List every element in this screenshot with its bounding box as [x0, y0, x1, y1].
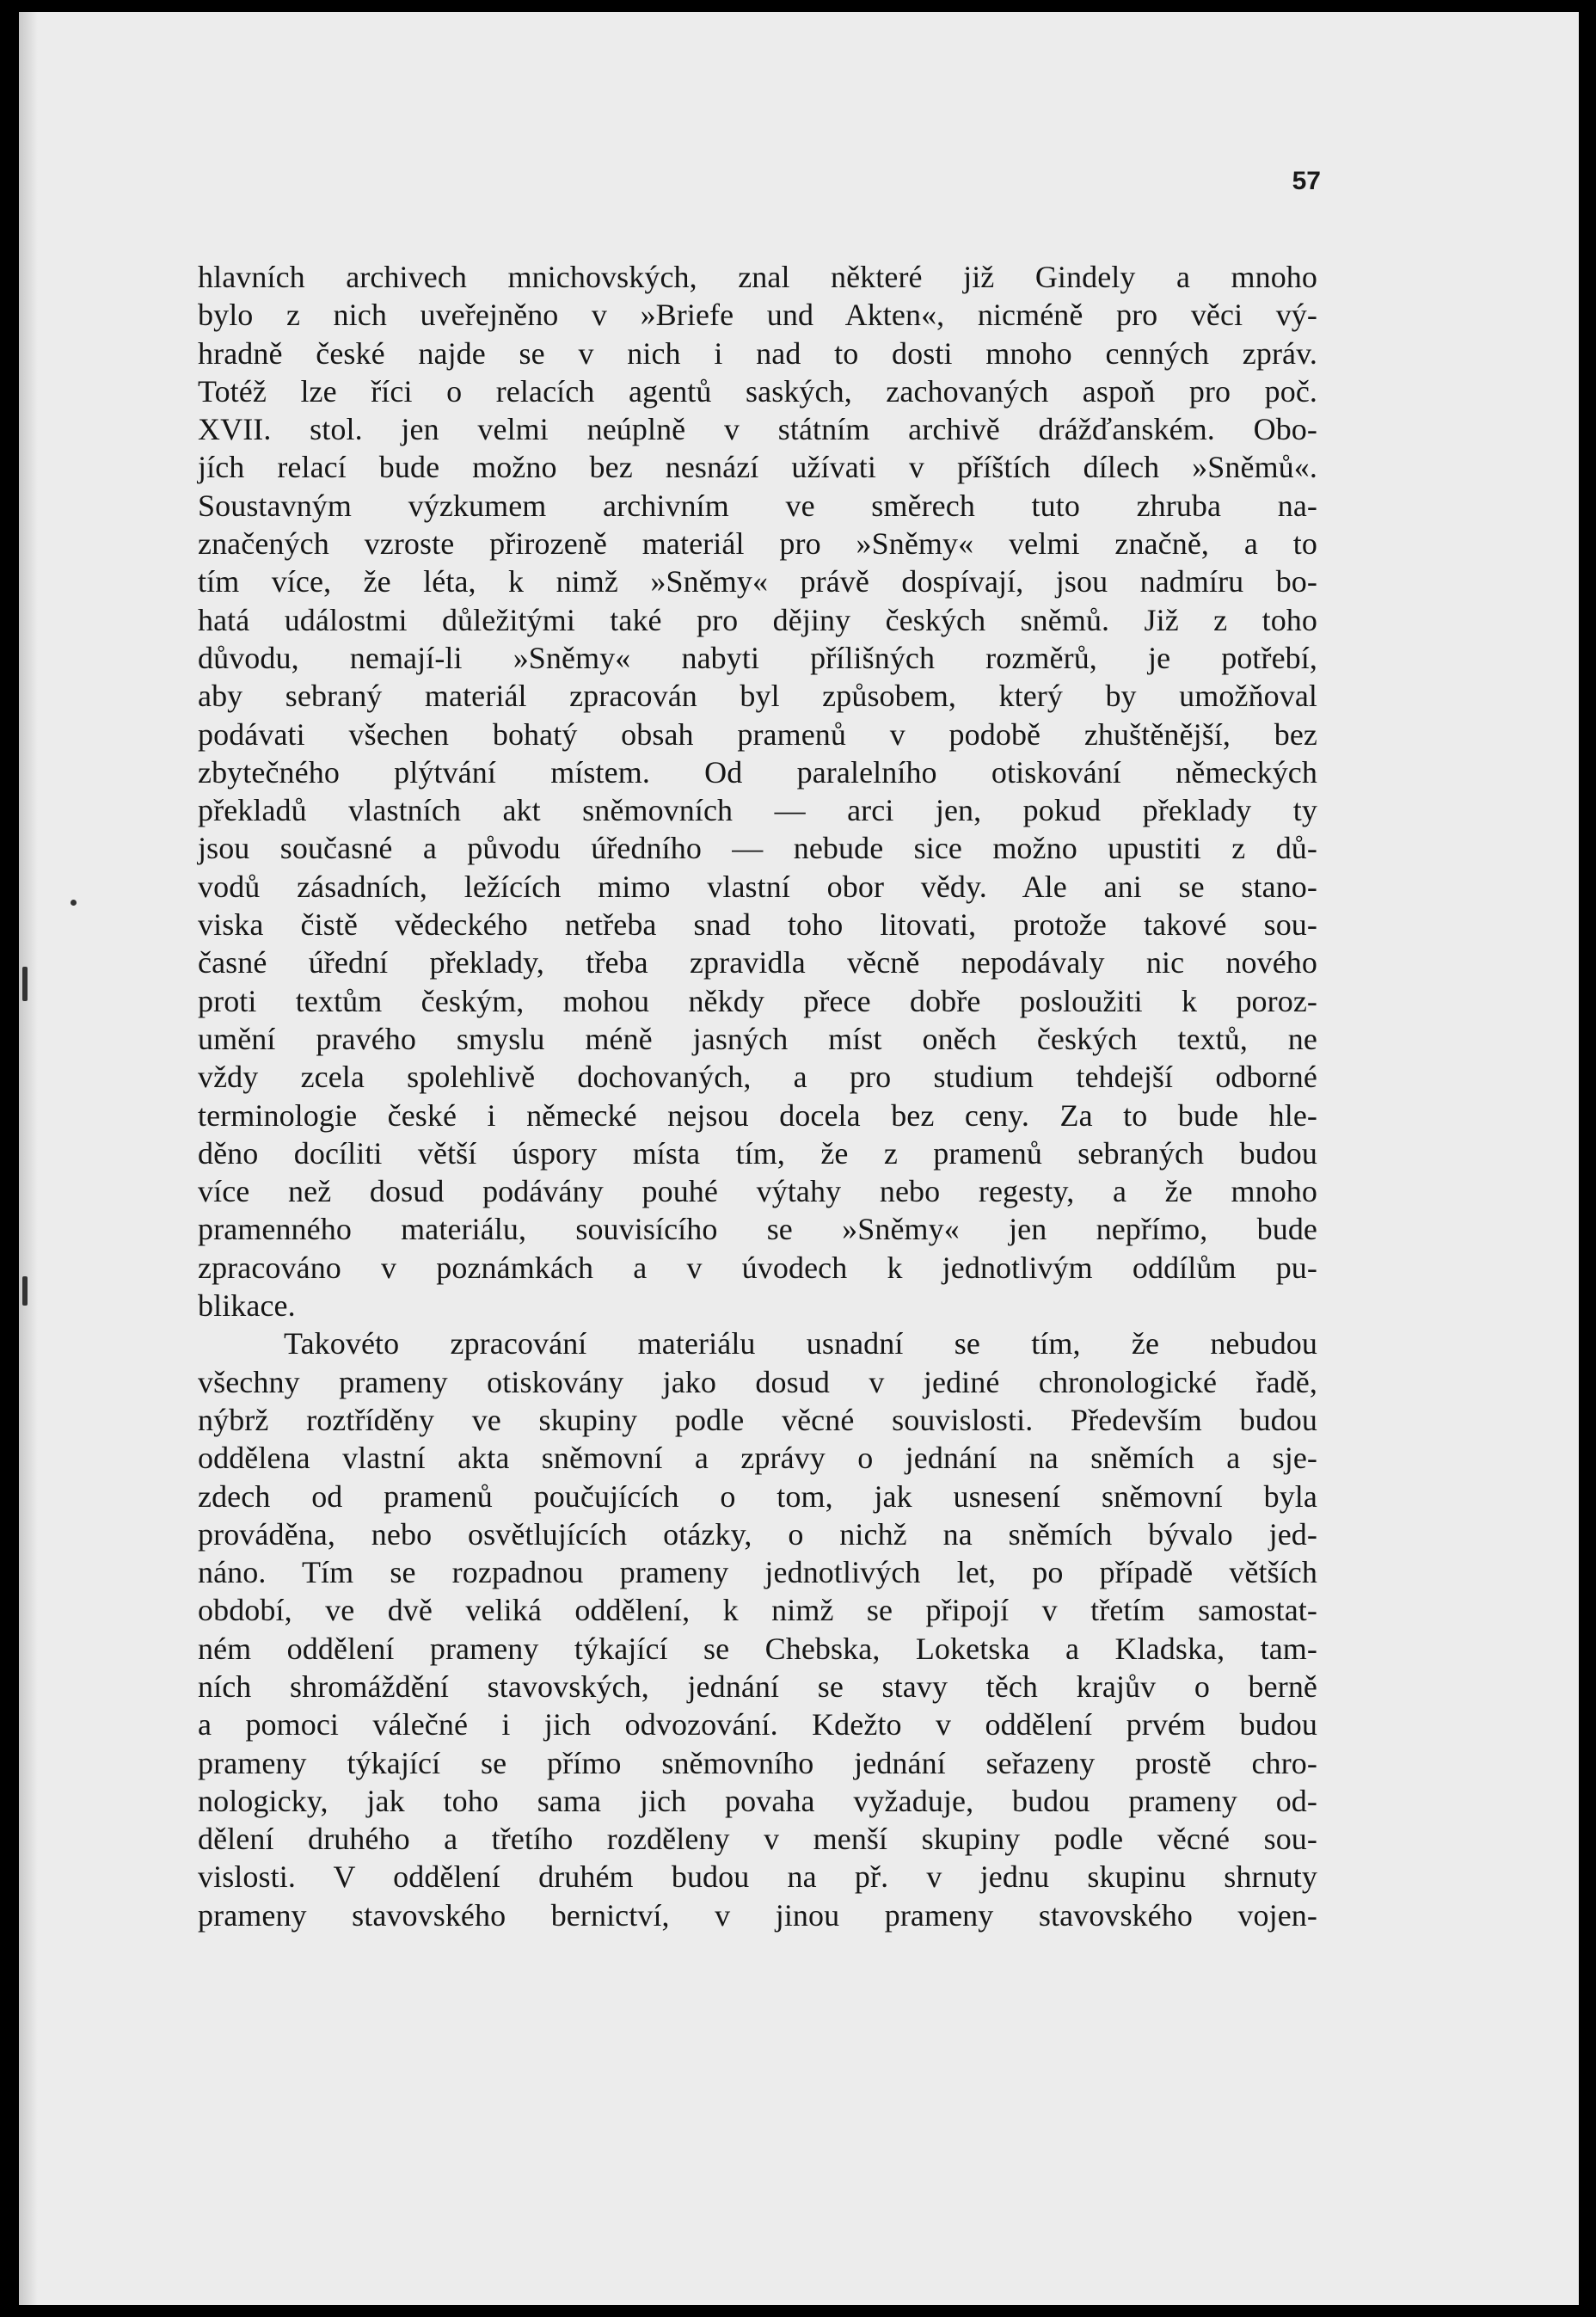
page-number: 57 [1292, 167, 1321, 195]
text-line: blikace. [198, 1288, 296, 1324]
text-line: XVII. stol. jen velmi neúplně v státním archivě drážďanském. Obo- [198, 412, 1317, 447]
text-line: zdech od pramenů poučujících o tom, jak usnesení sněmovní byla [198, 1478, 1317, 1514]
text-line: období, ve dvě veliká oddělení, k nimž se připojí v třetím samostat- [198, 1593, 1317, 1628]
text-line: a pomoci válečné i jich odvozování. Kdežto v oddělení prvém budou [198, 1707, 1317, 1742]
text-line: dělení druhého a třetího rozděleny v menší skupiny podle věcné sou- [198, 1822, 1317, 1857]
scan-speck [22, 1276, 28, 1306]
text-line: hatá událostmi důležitými také pro dějiny českých sněmů. Již z toho [198, 602, 1317, 637]
text-line: oddělena vlastní akta sněmovní a zprávy o jednání na sněmích a sje- [198, 1441, 1317, 1476]
text-line: prameny stavovského bernictví, v jinou prameny stavovského vojen- [198, 1897, 1317, 1933]
text-line: pramenného materiálu, souvisícího se »Sněmy« jen nepřímo, bude [198, 1212, 1317, 1247]
text-line: nýbrž roztříděny ve skupiny podle věcné souvislosti. Především budou [198, 1402, 1317, 1437]
text-line: hlavních archivech mnichovských, znal některé již Gindely a mnoho [198, 260, 1317, 294]
text-line: umění pravého smyslu méně jasných míst oněch českých textů, ne [198, 1021, 1317, 1056]
text-line: všechny prameny otiskovány jako dosud v jediné chronologické řadě, [198, 1364, 1317, 1399]
text-line: překladů vlastních akt sněmovních — arci jen, pokud překlady ty [198, 793, 1317, 828]
text-line: hradně české najde se v nich i nad to dosti mnoho cenných zpráv. [198, 335, 1317, 371]
text-line: více než dosud podávány pouhé výtahy nebo regesty, a že mnoho [198, 1174, 1317, 1209]
scan-speck [22, 967, 28, 1001]
text-line: vždy zcela spolehlivě dochovaných, a pro studium tehdejší odborné [198, 1060, 1317, 1095]
text-line: zbytečného plýtvání místem. Od paralelního otiskování německých [198, 754, 1317, 790]
text-line: zpracováno v poznámkách a v úvodech k jednotlivým oddílům pu- [198, 1250, 1317, 1285]
text-line: náno. Tím se rozpadnou prameny jednotlivých let, po případě větších [198, 1555, 1317, 1590]
text-line: děno docíliti větší úspory místa tím, že z pramenů sebraných budou [198, 1135, 1317, 1171]
text-line: Takovéto zpracování materiálu usnadní se tím, že nebudou [284, 1326, 1317, 1361]
text-line: aby sebraný materiál zpracován byl způsobem, který by umožňoval [198, 679, 1317, 714]
body-text [198, 258, 1317, 1934]
text-line: terminologie české i německé nejsou docela bez ceny. Za to bude hle- [198, 1097, 1317, 1133]
paragraph [198, 1324, 1317, 1934]
text-line: bylo z nich uveřejněno v »Briefe und Akten«, nicméně pro věci vý- [198, 298, 1317, 333]
text-line: jsou současné a původu úředního — nebude sice možno upustiti z dů- [198, 831, 1317, 866]
text-line: důvodu, nemají-li »Sněmy« nabyti přílišných rozměrů, je potřebí, [198, 640, 1317, 675]
text-line: značených vzroste přirozeně materiál pro »Sněmy« velmi značně, a to [198, 526, 1317, 562]
text-line: jích relací bude možno bez nesnází užívati v příštích dílech »Sněmů«. [198, 450, 1317, 485]
scanned-page [19, 12, 1579, 2305]
text-line: prováděna, nebo osvětlujících otázky, o nichž na sněmích bývalo jed- [198, 1516, 1317, 1552]
text-line: časné úřední překlady, třeba zpravidla věcně nepodávaly nic nového [198, 945, 1317, 980]
text-line: vislosti. V oddělení druhém budou na př. v jednu skupinu shrnuty [198, 1859, 1317, 1895]
text-line: ném oddělení prameny týkající se Chebska, Loketska a Kladska, tam- [198, 1631, 1317, 1666]
scan-speck [71, 900, 77, 906]
text-line: podávati všechen bohatý obsah pramenů v podobě zhuštěnější, bez [198, 716, 1317, 752]
text-line: ních shromáždění stavovských, jednání se stavy těch krajův o berně [198, 1669, 1317, 1704]
text-line: Soustavným výzkumem archivním ve směrech tuto zhruba na- [198, 488, 1317, 523]
text-line: viska čistě vědeckého netřeba snad toho litovati, protože takové sou- [198, 907, 1317, 943]
text-line: nologicky, jak toho sama jich povaha vyžaduje, budou prameny od- [198, 1783, 1317, 1818]
paragraph [198, 258, 1317, 1324]
text-line: tím více, že léta, k nimž »Sněmy« právě dospívají, jsou nadmíru bo- [198, 564, 1317, 599]
text-line: proti textům českým, mohou někdy přece dobře posloužiti k poroz- [198, 983, 1317, 1018]
text-line: vodů zásadních, ležících mimo vlastní obor vědy. Ale ani se stano- [198, 869, 1317, 904]
binding-edge-shadow [19, 12, 38, 2305]
text-line: prameny týkající se přímo sněmovního jednání seřazeny prostě chro- [198, 1745, 1317, 1780]
text-line: Totéž lze říci o relacích agentů saských, zachovaných aspoň pro poč. [198, 373, 1317, 409]
